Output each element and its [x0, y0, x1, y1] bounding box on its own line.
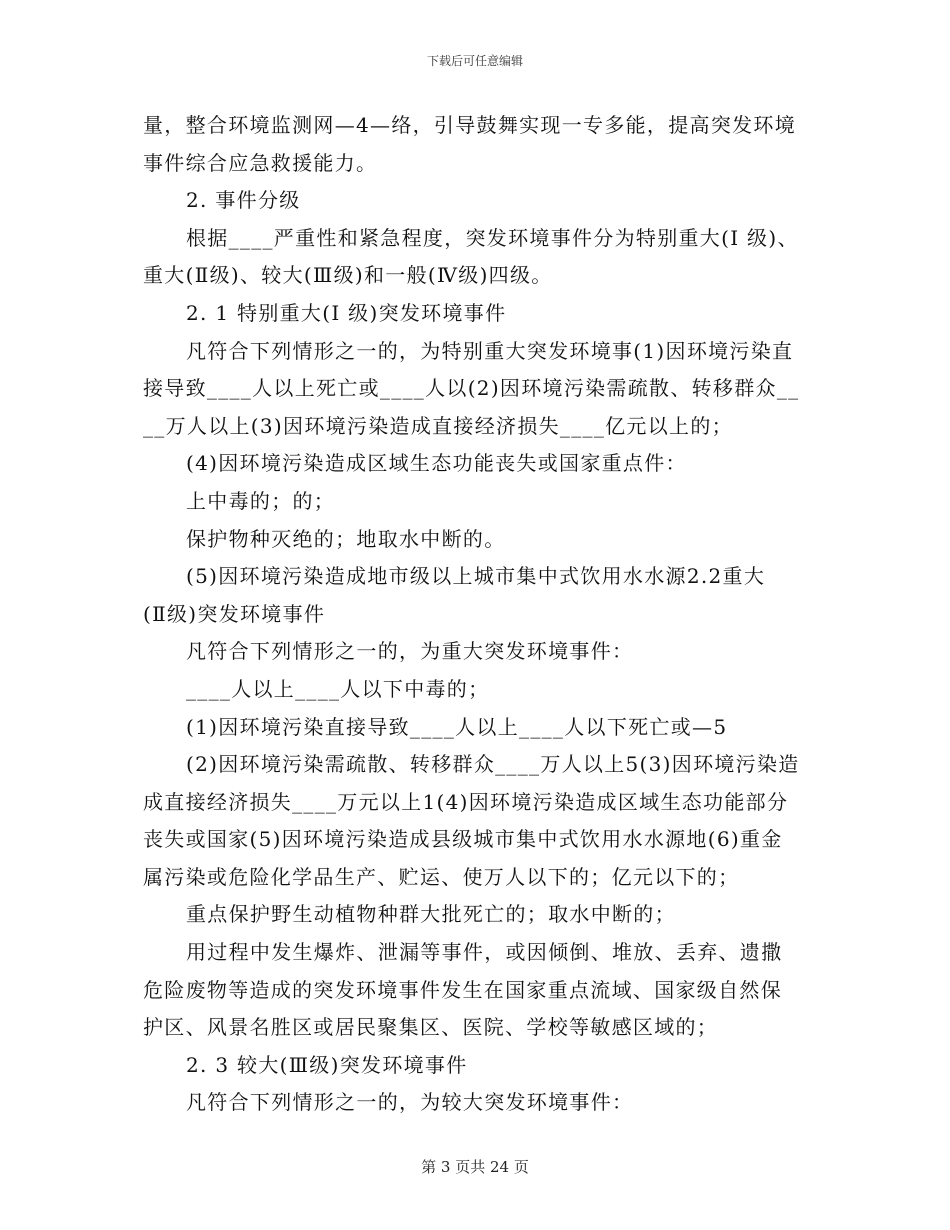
paragraph-line: 危险废物等造成的突发环境事件发生在国家重点流域、国家级自然保 [143, 977, 782, 1002]
paragraph-line: 事件综合应急救援能力。 [143, 150, 378, 175]
section-heading: 2. 1 特别重大(Ⅰ 级)突发环境事件 [186, 300, 507, 325]
paragraph-line: 根据____严重性和紧急程度，突发环境事件分为特别重大(Ⅰ 级)、 [186, 225, 799, 250]
paragraph-line: 成直接经济损失____万元以上1(4)因环境污染造成区域生态功能部分 [143, 789, 789, 814]
paragraph-line: ____人以上____人以下中毒的； [186, 676, 490, 701]
section-heading: 2. 3 较大(Ⅲ级)突发环境事件 [186, 1052, 468, 1077]
paragraph-line: 重大(Ⅱ级)、较大(Ⅲ级)和一般(Ⅳ级)四级。 [143, 263, 553, 288]
section-heading: 2. 事件分级 [186, 188, 301, 213]
paragraph-line: 护区、风景名胜区或居民聚集区、医院、学校等敏感区域的； [143, 1015, 719, 1040]
page-header: 下载后可任意编辑 [426, 54, 523, 68]
paragraph-line: 量，整合环境监测网—4—络，引导鼓舞实现一专多能，提高突发环境 [143, 113, 797, 137]
paragraph-line: (2)因环境污染需疏散、转移群众____万人以上5(3)因环境污染造 [186, 752, 800, 777]
paragraph-line: 保护物种灭绝的；地取水中断的。 [186, 526, 506, 551]
paragraph-line: 接导致____人以上死亡或____人以(2)因环境污染需疏散、转移群众__ [143, 376, 800, 401]
paragraph-line: 上中毒的；的； [186, 488, 336, 513]
paragraph-line: 凡符合下列情形之一的，为重大突发环境事件： [186, 639, 634, 664]
paragraph-line: 凡符合下列情形之一的，为较大突发环境事件： [186, 1090, 634, 1115]
paragraph-line: 凡符合下列情形之一的，为特别重大突发环境事(1)因环境污染直 [186, 338, 794, 363]
paragraph-line: 用过程中发生爆炸、泄漏等事件，或因倾倒、堆放、丢弃、遗撒 [186, 940, 783, 965]
paragraph-line: (1)因环境污染直接导致____人以上____人以下死亡或—5 [186, 714, 728, 739]
page-footer: 第 3 页共 24 页 [421, 1158, 529, 1176]
paragraph-line: (5)因环境污染造成地市级以上城市集中式饮用水水源2.2重大 [186, 564, 766, 589]
paragraph-line: __万人以上(3)因环境污染造成直接经济损失____亿元以上的； [143, 413, 733, 438]
paragraph-line: (4)因环境污染造成区域生态功能丧失或国家重点件： [186, 451, 687, 476]
document-body [143, 107, 811, 1122]
paragraph-line: 重点保护野生动植物种群大批死亡的；取水中断的； [186, 902, 676, 927]
paragraph-line: 属污染或危险化学品生产、贮运、使万人以下的；亿元以下的； [143, 864, 740, 889]
paragraph-line: 丧失或国家(5)因环境污染造成县级城市集中式饮用水水源地(6)重金 [143, 827, 783, 852]
section-heading: (Ⅱ级)突发环境事件 [143, 601, 326, 626]
